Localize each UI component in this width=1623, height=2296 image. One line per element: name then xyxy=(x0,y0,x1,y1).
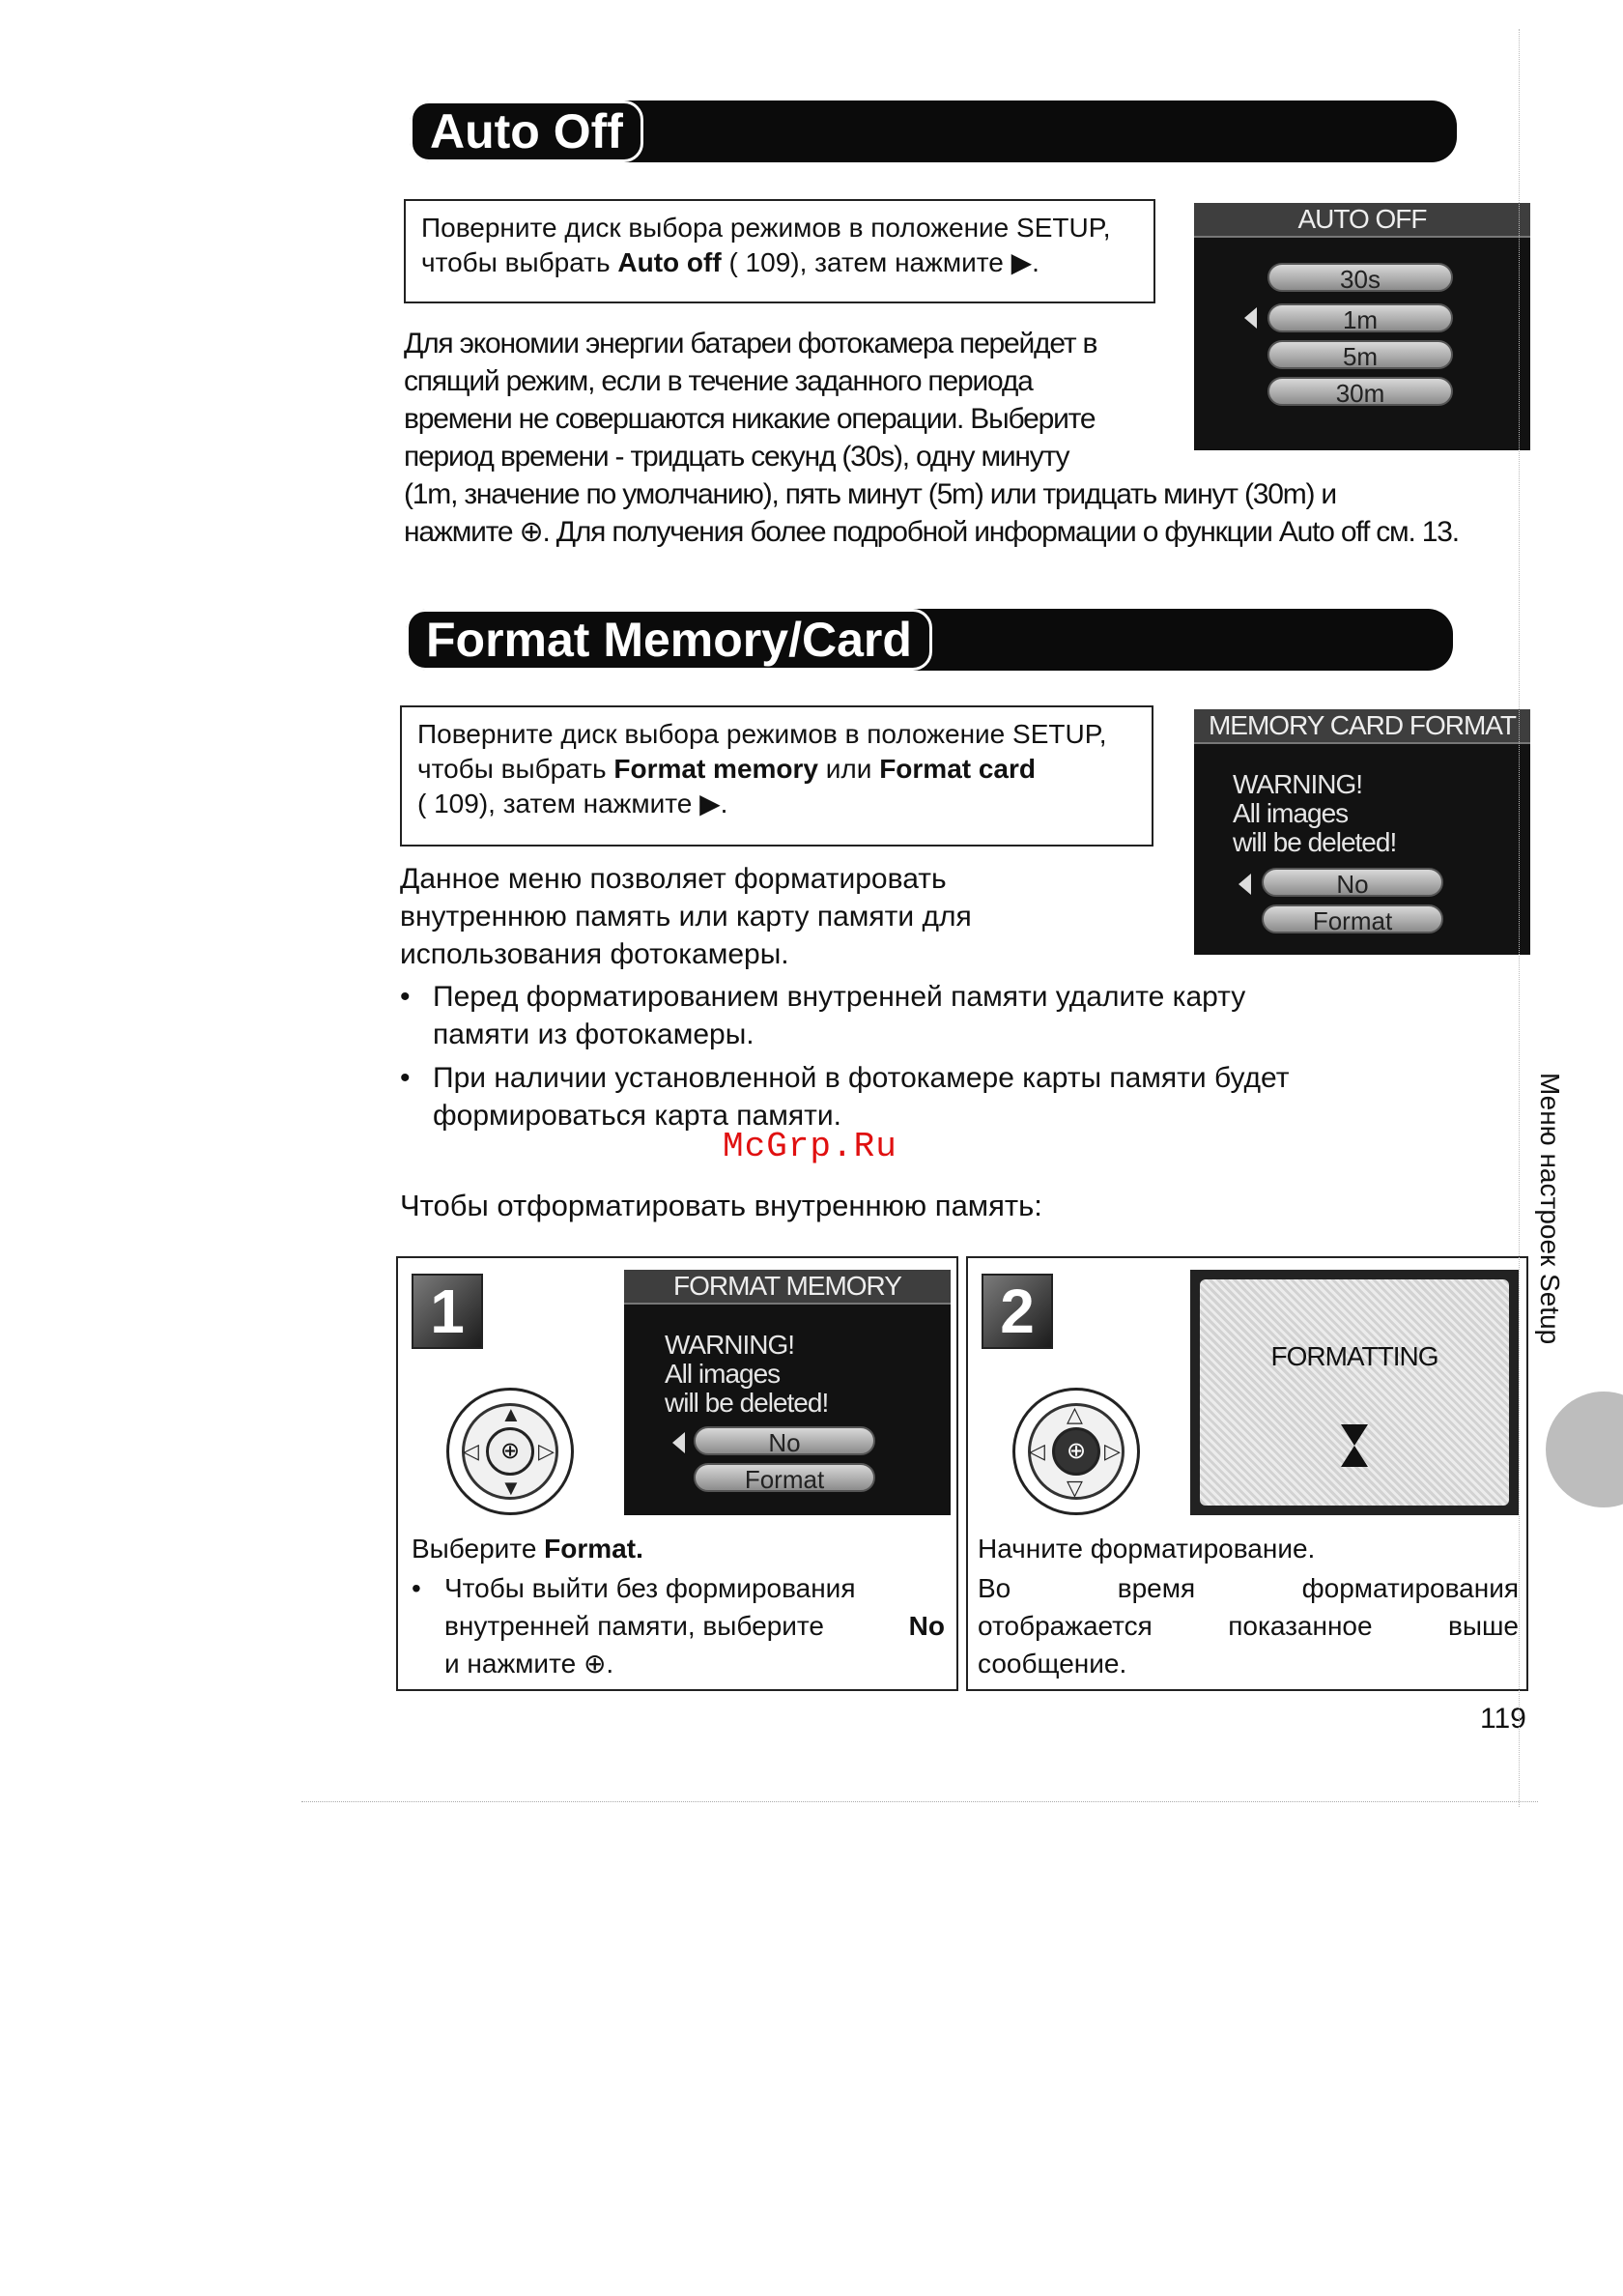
screen-inner xyxy=(1200,1279,1509,1506)
multi-selector-icon xyxy=(1012,1388,1140,1515)
option-format: Format xyxy=(1262,904,1443,933)
arrow-up-icon: ▲ xyxy=(500,1402,522,1426)
section-header-auto-off xyxy=(410,100,1457,162)
text: внутренней памяти, выберите xyxy=(444,1611,824,1641)
warning-line: WARNING! xyxy=(1233,769,1363,799)
scan-divider xyxy=(1519,29,1521,1807)
bullet-line: формироваться карта памяти. xyxy=(433,1100,841,1132)
text: Выберите xyxy=(412,1534,537,1564)
step-text xyxy=(978,1569,1519,1682)
bullet-icon: • xyxy=(412,1573,421,1603)
arrow-down-icon: ▼ xyxy=(500,1476,522,1500)
paragraph-line: спящий режим, если в течение заданного периода xyxy=(404,365,1033,397)
camera-screen-auto-off xyxy=(1194,203,1530,450)
option-30m: 30m xyxy=(1267,377,1453,406)
option-no: No xyxy=(694,1426,875,1455)
bullet-line: памяти из фотокамеры. xyxy=(433,1019,755,1050)
menu-name: Format. xyxy=(544,1534,643,1564)
ok-button-icon: ⊕ xyxy=(1052,1427,1100,1476)
text: чтобы выбрать xyxy=(417,754,607,784)
bullet-icon: • xyxy=(400,1062,411,1094)
step-caption: Начните форматирование. xyxy=(978,1534,1316,1564)
instruction-line xyxy=(421,245,1138,280)
camera-screen-formatting xyxy=(1190,1270,1519,1515)
bullet-line: и нажмите ⊕. xyxy=(444,1649,614,1679)
camera-screen-format-memory xyxy=(624,1270,951,1515)
arrow-left-icon: ◁ xyxy=(463,1439,479,1463)
warning-line: will be deleted! xyxy=(1233,827,1397,857)
warning-line: WARNING! xyxy=(665,1330,795,1360)
instruction-box xyxy=(404,199,1155,303)
bullet-line: При наличии установленной в фотокамере карты памяти будет xyxy=(433,1062,1290,1094)
multi-selector-icon xyxy=(446,1388,574,1515)
menu-name: Format card xyxy=(879,754,1037,784)
hourglass-icon xyxy=(1341,1424,1368,1446)
paragraph-line: использования фотокамеры. xyxy=(400,938,789,970)
step-box-1 xyxy=(396,1256,958,1691)
auto-off-paragraph xyxy=(404,325,1157,475)
warning-line: All images xyxy=(665,1359,781,1389)
bullet-item xyxy=(400,1059,1534,1134)
side-tab-label: Меню настроек Setup xyxy=(1535,1073,1565,1345)
text: или xyxy=(825,754,872,784)
bullet-line xyxy=(412,1607,945,1645)
bullet-line: Чтобы выйти без формирования xyxy=(444,1573,856,1603)
bullet-icon: • xyxy=(400,981,411,1013)
option-1m: 1m xyxy=(1267,303,1453,332)
option-30s: 30s xyxy=(1267,263,1453,292)
menu-name: No xyxy=(908,1611,945,1641)
text-line: отображается показанное выше xyxy=(978,1611,1519,1641)
arrow-left-icon: ◁ xyxy=(1029,1439,1045,1463)
instruction-line: Поверните диск выбора режимов в положение SETUP, xyxy=(421,213,1111,243)
selection-arrow-icon xyxy=(1244,307,1257,329)
text-line: сообщение. xyxy=(978,1649,1127,1679)
paragraph-line: Данное меню позволяет форматировать xyxy=(400,863,947,895)
text: ( 109), затем нажмите ▶. xyxy=(728,247,1039,277)
bullet-line: Перед форматированием внутренней памяти удалите карту xyxy=(433,981,1246,1013)
step-box-2 xyxy=(966,1256,1528,1691)
paragraph-line: (1m, значение по умолчанию), пять минут (5m) или тридцать минут (30m) и xyxy=(404,478,1336,510)
bullet-item xyxy=(400,978,1534,1053)
text: чтобы выбрать xyxy=(421,247,611,277)
arrow-right-icon: ▷ xyxy=(538,1439,555,1463)
instruction-box xyxy=(400,705,1153,847)
side-tab xyxy=(1534,1073,1573,1392)
paragraph-line: внутреннюю память или карту памяти для xyxy=(400,901,972,933)
selection-arrow-icon xyxy=(672,1432,685,1453)
step-number: 1 xyxy=(412,1274,483,1349)
format-paragraph xyxy=(400,860,1153,973)
section-header-format xyxy=(406,609,1453,671)
page-number: 119 xyxy=(1480,1703,1526,1735)
format-intro: Чтобы отформатировать внутреннюю память: xyxy=(400,1189,1042,1222)
arrow-down-icon: ▽ xyxy=(1067,1476,1083,1500)
arrow-up-icon: △ xyxy=(1067,1402,1083,1426)
paragraph-line: период времени - тридцать секунд (30s), одну минуту xyxy=(404,441,1069,473)
bullet-list xyxy=(400,978,1534,1134)
instruction-line: Поверните диск выбора режимов в положение SETUP, xyxy=(417,719,1107,749)
arrow-right-icon: ▷ xyxy=(1104,1439,1121,1463)
camera-screen-memory-card-format xyxy=(1194,709,1530,955)
section-title: Auto Off xyxy=(410,100,643,162)
option-no: No xyxy=(1262,868,1443,897)
paragraph-line: нажмите ⊕. Для получения более подробной информации о функции Auto off см. 13. xyxy=(404,516,1459,548)
instruction-line: ( 109), затем нажмите ▶. xyxy=(417,789,728,818)
watermark: McGrp.Ru xyxy=(723,1127,897,1166)
option-5m: 5m xyxy=(1267,340,1453,369)
warning-line: All images xyxy=(1233,798,1349,828)
paragraph-line: Для экономии энергии батареи фотокамера перейдет в xyxy=(404,328,1097,359)
scan-divider xyxy=(301,1801,1538,1803)
auto-off-paragraph-wide xyxy=(404,475,1534,551)
section-title: Format Memory/Card xyxy=(406,609,932,671)
menu-name: Format memory xyxy=(613,754,818,784)
formatting-text: FORMATTING xyxy=(1270,1341,1438,1371)
step-caption xyxy=(412,1531,643,1567)
text-line: Во время форматирования xyxy=(978,1573,1519,1603)
instruction-line xyxy=(417,752,1136,787)
selection-arrow-icon xyxy=(1239,874,1251,895)
screen-header: AUTO OFF xyxy=(1194,203,1530,238)
step-number: 2 xyxy=(982,1274,1053,1349)
menu-name: Auto off xyxy=(617,247,722,277)
hourglass-icon-bottom xyxy=(1341,1446,1368,1467)
warning-line: will be deleted! xyxy=(665,1388,829,1418)
side-tab-marker xyxy=(1546,1392,1623,1507)
ok-button-icon: ⊕ xyxy=(486,1427,534,1476)
screen-header: FORMAT MEMORY xyxy=(624,1270,951,1305)
bullet-item xyxy=(412,1569,945,1682)
option-format: Format xyxy=(694,1463,875,1492)
paragraph-line: времени не совершаются никакие операции. Выберите xyxy=(404,403,1096,435)
screen-header: MEMORY CARD FORMAT xyxy=(1194,709,1530,744)
